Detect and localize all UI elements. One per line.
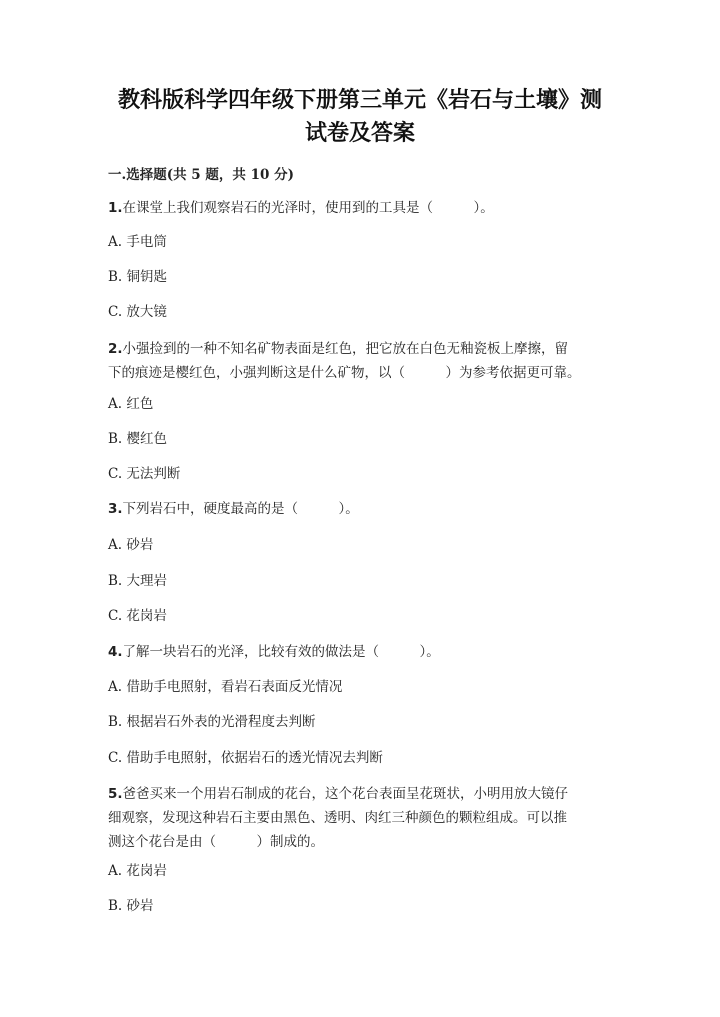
section-heading: 一.选择题(共 5 题，共 10 分): [108, 167, 294, 183]
question-number: 3.: [108, 501, 123, 517]
question-text-line-3: 测这个花台是由（ ）制成的。: [108, 834, 324, 850]
question-2: [108, 337, 608, 385]
question-4-option-a: A. 借助手电照射，看岩石表面反光情况: [108, 679, 343, 695]
question-number: 1.: [108, 200, 123, 216]
question-text-line-1: 爸爸买来一个用岩石制成的花台，这个花台表面呈花斑状，小明用放大镜仔: [122, 786, 569, 802]
question-3-option-c: C. 花岗岩: [108, 608, 167, 624]
question-text: 下列岩石中，硬度最高的是（ ）。: [122, 501, 359, 517]
question-5: [108, 782, 608, 854]
question-4-option-b: B. 根据岩石外表的光滑程度去判断: [108, 714, 316, 730]
question-number: 2.: [108, 341, 123, 357]
question-text-line-2: 细观察，发现这种岩石主要由黑色、透明、肉红三种颜色的颗粒组成。可以推: [108, 810, 567, 826]
title-line-1: 教科版科学四年级下册第三单元《岩石与土壤》测: [117, 88, 602, 113]
question-5-option-b: B. 砂岩: [108, 898, 154, 914]
question-2-option-c: C. 无法判断: [108, 466, 181, 482]
document-title: [100, 84, 620, 150]
title-line-2: 试卷及答案: [304, 121, 415, 146]
question-3: [108, 497, 608, 521]
question-2-option-b: B. 樱红色: [108, 431, 168, 447]
question-text-line-2: 下的痕迹是樱红色，小强判断这是什么矿物，以（ ）为参考依据更可靠。: [108, 365, 581, 381]
question-1-option-c: C. 放大镜: [108, 304, 167, 320]
question-4-option-c: C. 借助手电照射，依据岩石的透光情况去判断: [108, 750, 383, 766]
question-1-option-b: B. 铜钥匙: [108, 269, 168, 285]
question-1-option-a: A. 手电筒: [108, 234, 167, 250]
question-text: 了解一块岩石的光泽，比较有效的做法是（ ）。: [122, 644, 440, 660]
question-number: 4.: [108, 644, 123, 660]
question-3-option-b: B. 大理岩: [108, 573, 168, 589]
question-number: 5.: [108, 786, 123, 802]
question-text-line-1: 小强捡到的一种不知名矿物表面是红色，把它放在白色无釉瓷板上摩擦，留: [122, 341, 569, 357]
question-text: 在课堂上我们观察岩石的光泽时，使用到的工具是（ ）。: [122, 200, 494, 216]
question-3-option-a: A. 砂岩: [108, 537, 154, 553]
question-2-option-a: A. 红色: [108, 396, 154, 412]
question-4: [108, 640, 608, 664]
question-1: [108, 196, 608, 220]
question-5-option-a: A. 花岗岩: [108, 863, 167, 879]
